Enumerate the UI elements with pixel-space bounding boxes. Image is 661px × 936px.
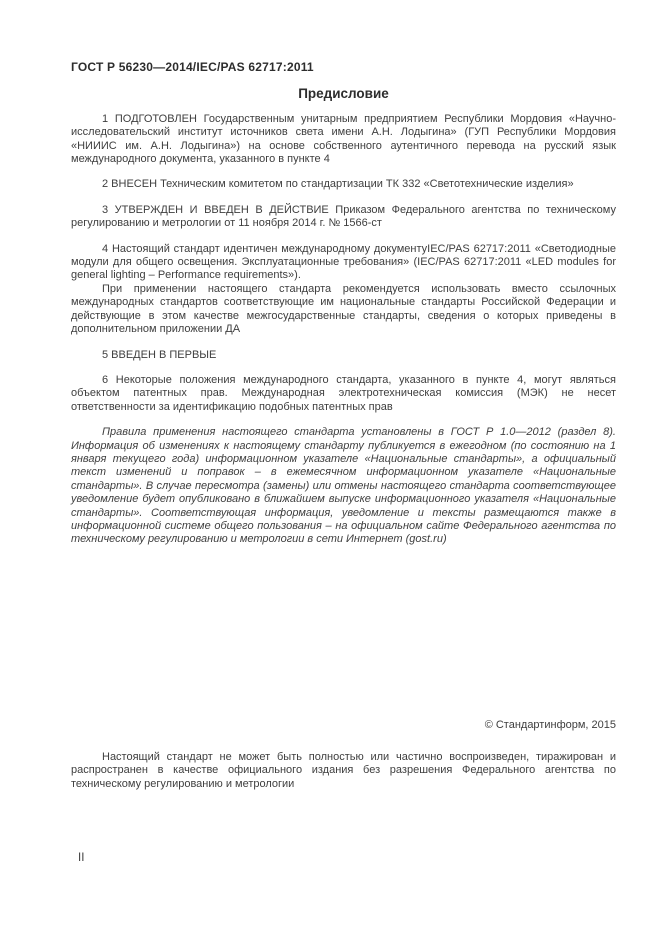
foreword-clause-6: 6 Некоторые положения международного стандарта, указанного в пункте 4, могут являться объектом патентных прав. Международная электротехническая комиссия (МЭК) не несет ответственности за идентификацию подобных патентных прав	[71, 373, 616, 413]
reproduction-restriction-note: Настоящий стандарт не может быть полностью или частично воспроизведен, тиражирован и распространен в качестве официального издания без разрешения Федерального агентства по техническому регулированию и метрологии	[71, 751, 616, 790]
foreword-clause-4: 4 Настоящий стандарт идентичен международному документуIEC/PAS 62717:2011 «Светодиодные модули для общего освещения. Эксплуатационные требования» (IEC/PAS 62717:2011 «LED modules for general lighting – Performance requirements»).	[71, 242, 616, 282]
page-title: Предисловие	[298, 86, 389, 102]
standard-designation: ГОСТ Р 56230—2014/IEC/PAS 62717:2011	[71, 60, 314, 74]
application-rules-note: Правила применения настоящего стандарта установлены в ГОСТ Р 1.0—2012 (раздел 8). Информация об изменениях к настоящему стандарту публикуется в ежегодном (по состоянию на 1 января текущего года) информационном указателе «Национальные стандарты», а официальный текст изменений и поправок – в ежемесячном информационном указателе «Национальные стандарты». В случае пересмотра (замены) или отмены настоящего стандарта соответствующее уведомление будет опубликовано в ближайшем выпуске информационного указателя «Национальные стандарты». Соответствующая информация, уведомление и тексты размещаются также в информационной системе общего пользования – на официальном сайте Федерального агентства по техническому регулированию и метрологии в сети Интернет (gost.ru)	[71, 426, 616, 546]
foreword-clause-1: 1 ПОДГОТОВЛЕН Государственным унитарным предприятием Республики Мордовия «Научно-исследовательский институт источников света имени А.Н. Лодыгина» (ГУП Республики Мордовия «НИИИС им. А.Н. Лодыгина») на основе собственного аутентичного перевода на русский язык международного документа, указанного в пункте 4	[71, 112, 616, 166]
foreword-clause-4-note: При применении настоящего стандарта рекомендуется использовать вместо ссылочных международных стандартов соответствующие им национальные стандарты Российской Федерации и действующие в этом качестве межгосударственные стандарты, сведения о которых приведены в дополнительном приложении ДА	[71, 282, 616, 336]
page-number: II	[78, 852, 85, 864]
foreword-clause-5: 5 ВВЕДЕН В ПЕРВЫЕ	[102, 348, 217, 361]
foreword-clause-2: 2 ВНЕСЕН Техническим комитетом по стандартизации ТК 332 «Светотехнические изделия»	[102, 178, 574, 191]
copyright-notice: © Стандартинформ, 2015	[484, 719, 616, 731]
foreword-clause-3: 3 УТВЕРЖДЕН И ВВЕДЕН В ДЕЙСТВИЕ Приказом Федерального агентства по техническому регулированию и метрологии от 11 ноября 2014 г. № 1566-ст	[71, 203, 616, 230]
foreword-content	[71, 0, 616, 547]
